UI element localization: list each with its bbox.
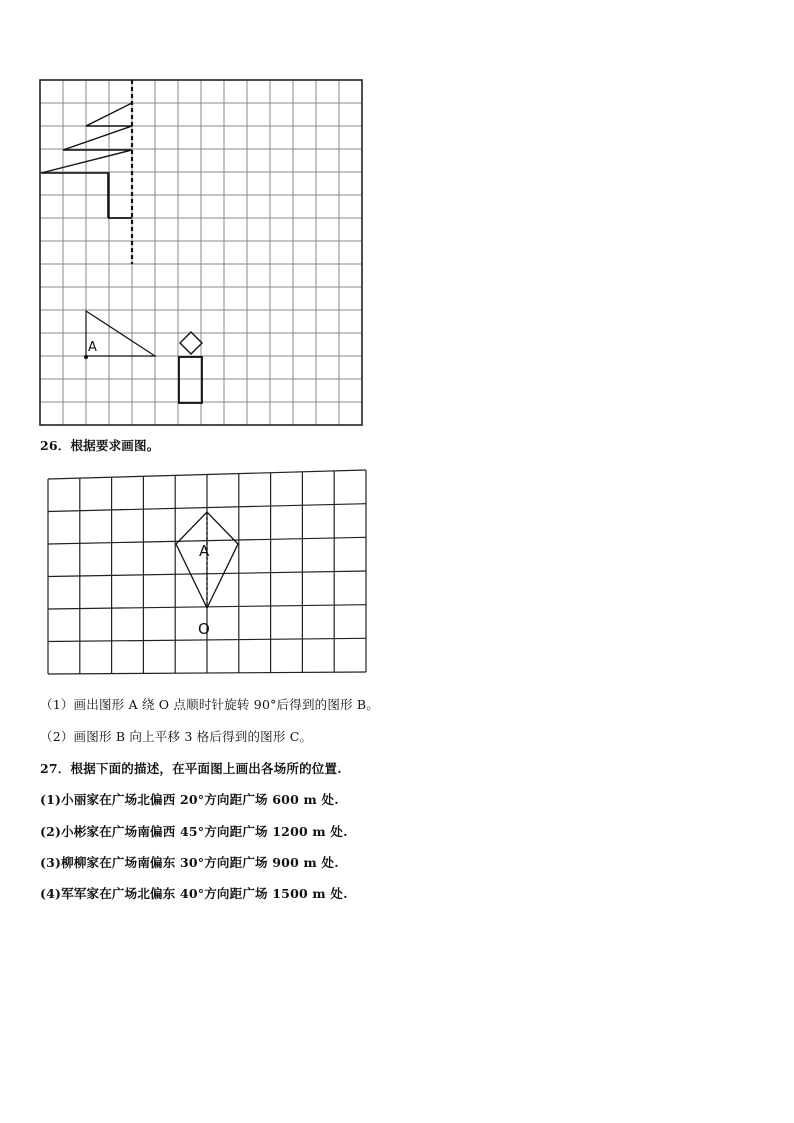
- question-27-item: (1)小丽家在广场北偏西 20°方向距广场 600 m 处.: [40, 792, 339, 807]
- grid-figure-1: [38, 78, 368, 428]
- label-a: A: [88, 340, 97, 355]
- label-a: A: [199, 542, 210, 560]
- question-27-item: (4)军军家在广场北偏东 40°方向距广场 1500 m 处.: [40, 886, 348, 901]
- question-26-step-1: （1）画出图形 A 绕 O 点顺时针旋转 90°后得到的图形 B。: [40, 697, 380, 712]
- grid-lines: [40, 80, 362, 425]
- grid-figure-2: [44, 466, 374, 678]
- small-rectangle: [179, 357, 202, 403]
- question-26-step-2: （2）画图形 B 向上平移 3 格后得到的图形 C。: [40, 729, 313, 744]
- point-a: [84, 355, 88, 359]
- label-o: O: [198, 620, 210, 638]
- question-27-title: 27．根据下面的描述，在平面图上画出各场所的位置.: [40, 761, 342, 776]
- question-27-item: (3)柳柳家在广场南偏东 30°方向距广场 900 m 处.: [40, 855, 339, 870]
- question-26-title: 26．根据要求画图。: [40, 438, 160, 453]
- question-27-item: (2)小彬家在广场南偏西 45°方向距广场 1200 m 处.: [40, 824, 348, 839]
- small-diamond: [180, 332, 202, 354]
